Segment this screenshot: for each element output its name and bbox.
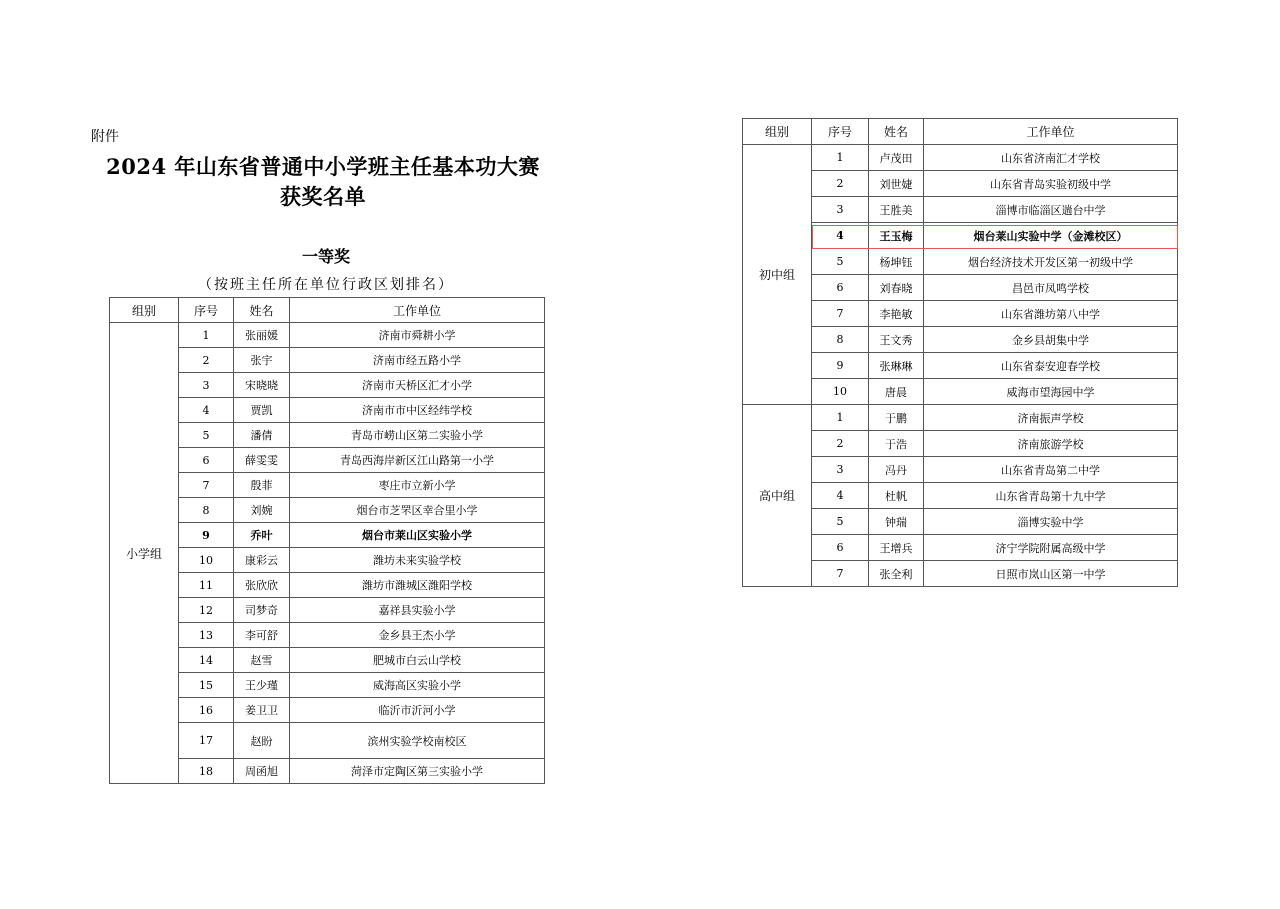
- unit-cell: 济南市市中区经纬学校: [290, 398, 545, 423]
- name-cell: 宋晓晓: [234, 373, 290, 398]
- name-cell: 张丽媛: [234, 323, 290, 348]
- unit-cell: 菏泽市定陶区第三实验小学: [290, 759, 545, 784]
- group-cell-junior: 初中组: [743, 145, 812, 405]
- unit-cell: 金乡县胡集中学: [924, 327, 1178, 353]
- seq-cell: 6: [179, 448, 234, 473]
- unit-cell: 山东省青岛实验初级中学: [924, 171, 1178, 197]
- unit-cell: 滨州实验学校南校区: [290, 723, 545, 759]
- group-cell-primary: 小学组: [110, 323, 179, 784]
- unit-cell: 肥城市白云山学校: [290, 648, 545, 673]
- seq-cell: 5: [812, 509, 869, 535]
- unit-cell: 昌邑市凤鸣学校: [924, 275, 1178, 301]
- prize-level-heading: 一等奖: [301, 247, 350, 266]
- name-cell: 司梦奇: [234, 598, 290, 623]
- seq-cell: 1: [812, 145, 869, 171]
- unit-cell: 临沂市沂河小学: [290, 698, 545, 723]
- group-cell-senior: 高中组: [743, 405, 812, 587]
- name-cell: 姜卫卫: [234, 698, 290, 723]
- name-cell: 杜帆: [869, 483, 924, 509]
- seq-cell: 4: [812, 483, 869, 509]
- unit-cell: 烟台市莱山区实验小学: [290, 523, 545, 548]
- name-cell: 张全利: [869, 561, 924, 587]
- seq-cell: 8: [179, 498, 234, 523]
- unit-cell: 烟台市芝罘区幸合里小学: [290, 498, 545, 523]
- name-cell: 王少瑾: [234, 673, 290, 698]
- name-cell: 王胜美: [869, 197, 924, 223]
- name-cell: 赵雪: [234, 648, 290, 673]
- header-seq: 序号: [179, 298, 234, 323]
- seq-cell: 13: [179, 623, 234, 648]
- seq-cell: 1: [179, 323, 234, 348]
- seq-cell: 14: [179, 648, 234, 673]
- seq-cell: 7: [812, 301, 869, 327]
- seq-cell: 17: [179, 723, 234, 759]
- header-name: 姓名: [869, 119, 924, 145]
- name-cell: 于浩: [869, 431, 924, 457]
- seq-cell: 8: [812, 327, 869, 353]
- seq-cell: 3: [179, 373, 234, 398]
- seq-cell: 18: [179, 759, 234, 784]
- name-cell: 刘世婕: [869, 171, 924, 197]
- seq-cell: 2: [179, 348, 234, 373]
- name-cell: 张琳琳: [869, 353, 924, 379]
- unit-cell: 金乡县王杰小学: [290, 623, 545, 648]
- table-header-row: [110, 298, 545, 323]
- name-cell: 李艳敏: [869, 301, 924, 327]
- unit-cell: 日照市岚山区第一中学: [924, 561, 1178, 587]
- unit-cell: 威海市望海园中学: [924, 379, 1178, 405]
- name-cell: 殷菲: [234, 473, 290, 498]
- unit-cell: 嘉祥县实验小学: [290, 598, 545, 623]
- seq-cell: 6: [812, 275, 869, 301]
- unit-cell: 青岛西海岸新区江山路第一小学: [290, 448, 545, 473]
- header-unit: 工作单位: [290, 298, 545, 323]
- seq-cell: 9: [812, 353, 869, 379]
- unit-cell: 山东省青岛第十九中学: [924, 483, 1178, 509]
- seq-cell: 5: [812, 249, 869, 275]
- seq-cell: 3: [812, 457, 869, 483]
- seq-cell: 11: [179, 573, 234, 598]
- name-cell: 王文秀: [869, 327, 924, 353]
- name-cell: 薛雯雯: [234, 448, 290, 473]
- unit-cell: 济南市舜耕小学: [290, 323, 545, 348]
- seq-cell: 4: [179, 398, 234, 423]
- table-row: [110, 323, 545, 348]
- table-header-row: [743, 119, 1178, 145]
- seq-cell: 15: [179, 673, 234, 698]
- name-cell: 刘婉: [234, 498, 290, 523]
- name-cell: 赵盼: [234, 723, 290, 759]
- name-cell: 冯丹: [869, 457, 924, 483]
- name-cell: 张欣欣: [234, 573, 290, 598]
- name-cell: 王玉梅: [869, 223, 924, 249]
- document-title: 2024 年山东省普通中小学班主任基本功大赛: [106, 154, 540, 179]
- header-group: 组别: [110, 298, 179, 323]
- seq-cell: 9: [179, 523, 234, 548]
- unit-cell: 济南振声学校: [924, 405, 1178, 431]
- name-cell: 李可舒: [234, 623, 290, 648]
- name-cell: 钟瑞: [869, 509, 924, 535]
- name-cell: 张宇: [234, 348, 290, 373]
- unit-cell: 淄博实验中学: [924, 509, 1178, 535]
- table-row: [743, 145, 1178, 171]
- seq-cell: 7: [812, 561, 869, 587]
- seq-cell: 2: [812, 171, 869, 197]
- header-group: 组别: [743, 119, 812, 145]
- document-subtitle: 获奖名单: [280, 184, 366, 209]
- seq-cell: 3: [812, 197, 869, 223]
- unit-cell: 山东省济南汇才学校: [924, 145, 1178, 171]
- seq-cell: 7: [179, 473, 234, 498]
- name-cell: 王增兵: [869, 535, 924, 561]
- unit-cell: 济南旅游学校: [924, 431, 1178, 457]
- name-cell: 乔叶: [234, 523, 290, 548]
- seq-cell: 12: [179, 598, 234, 623]
- seq-cell: 10: [179, 548, 234, 573]
- name-cell: 潘倩: [234, 423, 290, 448]
- header-unit: 工作单位: [924, 119, 1178, 145]
- seq-cell: 5: [179, 423, 234, 448]
- unit-cell: 淄博市临淄区遄台中学: [924, 197, 1178, 223]
- name-cell: 杨坤钰: [869, 249, 924, 275]
- unit-cell: 潍坊市潍城区潍阳学校: [290, 573, 545, 598]
- name-cell: 周函旭: [234, 759, 290, 784]
- unit-cell: 济宁学院附属高级中学: [924, 535, 1178, 561]
- secondary-winners-table: [742, 118, 1178, 587]
- unit-cell: 济南市天桥区汇才小学: [290, 373, 545, 398]
- ranking-note: （按班主任所在单位行政区划排名）: [198, 277, 454, 293]
- unit-cell: 潍坊未来实验学校: [290, 548, 545, 573]
- unit-cell: 济南市经五路小学: [290, 348, 545, 373]
- unit-cell: 青岛市崂山区第二实验小学: [290, 423, 545, 448]
- seq-cell: 6: [812, 535, 869, 561]
- unit-cell: 山东省青岛第二中学: [924, 457, 1178, 483]
- annex-label: 附件: [91, 129, 119, 145]
- seq-cell: 2: [812, 431, 869, 457]
- unit-cell: 山东省潍坊第八中学: [924, 301, 1178, 327]
- name-cell: 于鹏: [869, 405, 924, 431]
- table-row: [743, 405, 1178, 431]
- header-name: 姓名: [234, 298, 290, 323]
- name-cell: 唐晨: [869, 379, 924, 405]
- name-cell: 贾凯: [234, 398, 290, 423]
- seq-cell: 10: [812, 379, 869, 405]
- unit-cell: 烟台经济技术开发区第一初级中学: [924, 249, 1178, 275]
- unit-cell: 山东省泰安迎春学校: [924, 353, 1178, 379]
- unit-cell: 烟台莱山实验中学（金滩校区）: [924, 223, 1178, 249]
- seq-cell: 4: [812, 223, 869, 249]
- primary-winners-table: [109, 297, 545, 784]
- unit-cell: 威海高区实验小学: [290, 673, 545, 698]
- seq-cell: 16: [179, 698, 234, 723]
- unit-cell: 枣庄市立新小学: [290, 473, 545, 498]
- header-seq: 序号: [812, 119, 869, 145]
- seq-cell: 1: [812, 405, 869, 431]
- name-cell: 刘春晓: [869, 275, 924, 301]
- name-cell: 康彩云: [234, 548, 290, 573]
- name-cell: 卢茂田: [869, 145, 924, 171]
